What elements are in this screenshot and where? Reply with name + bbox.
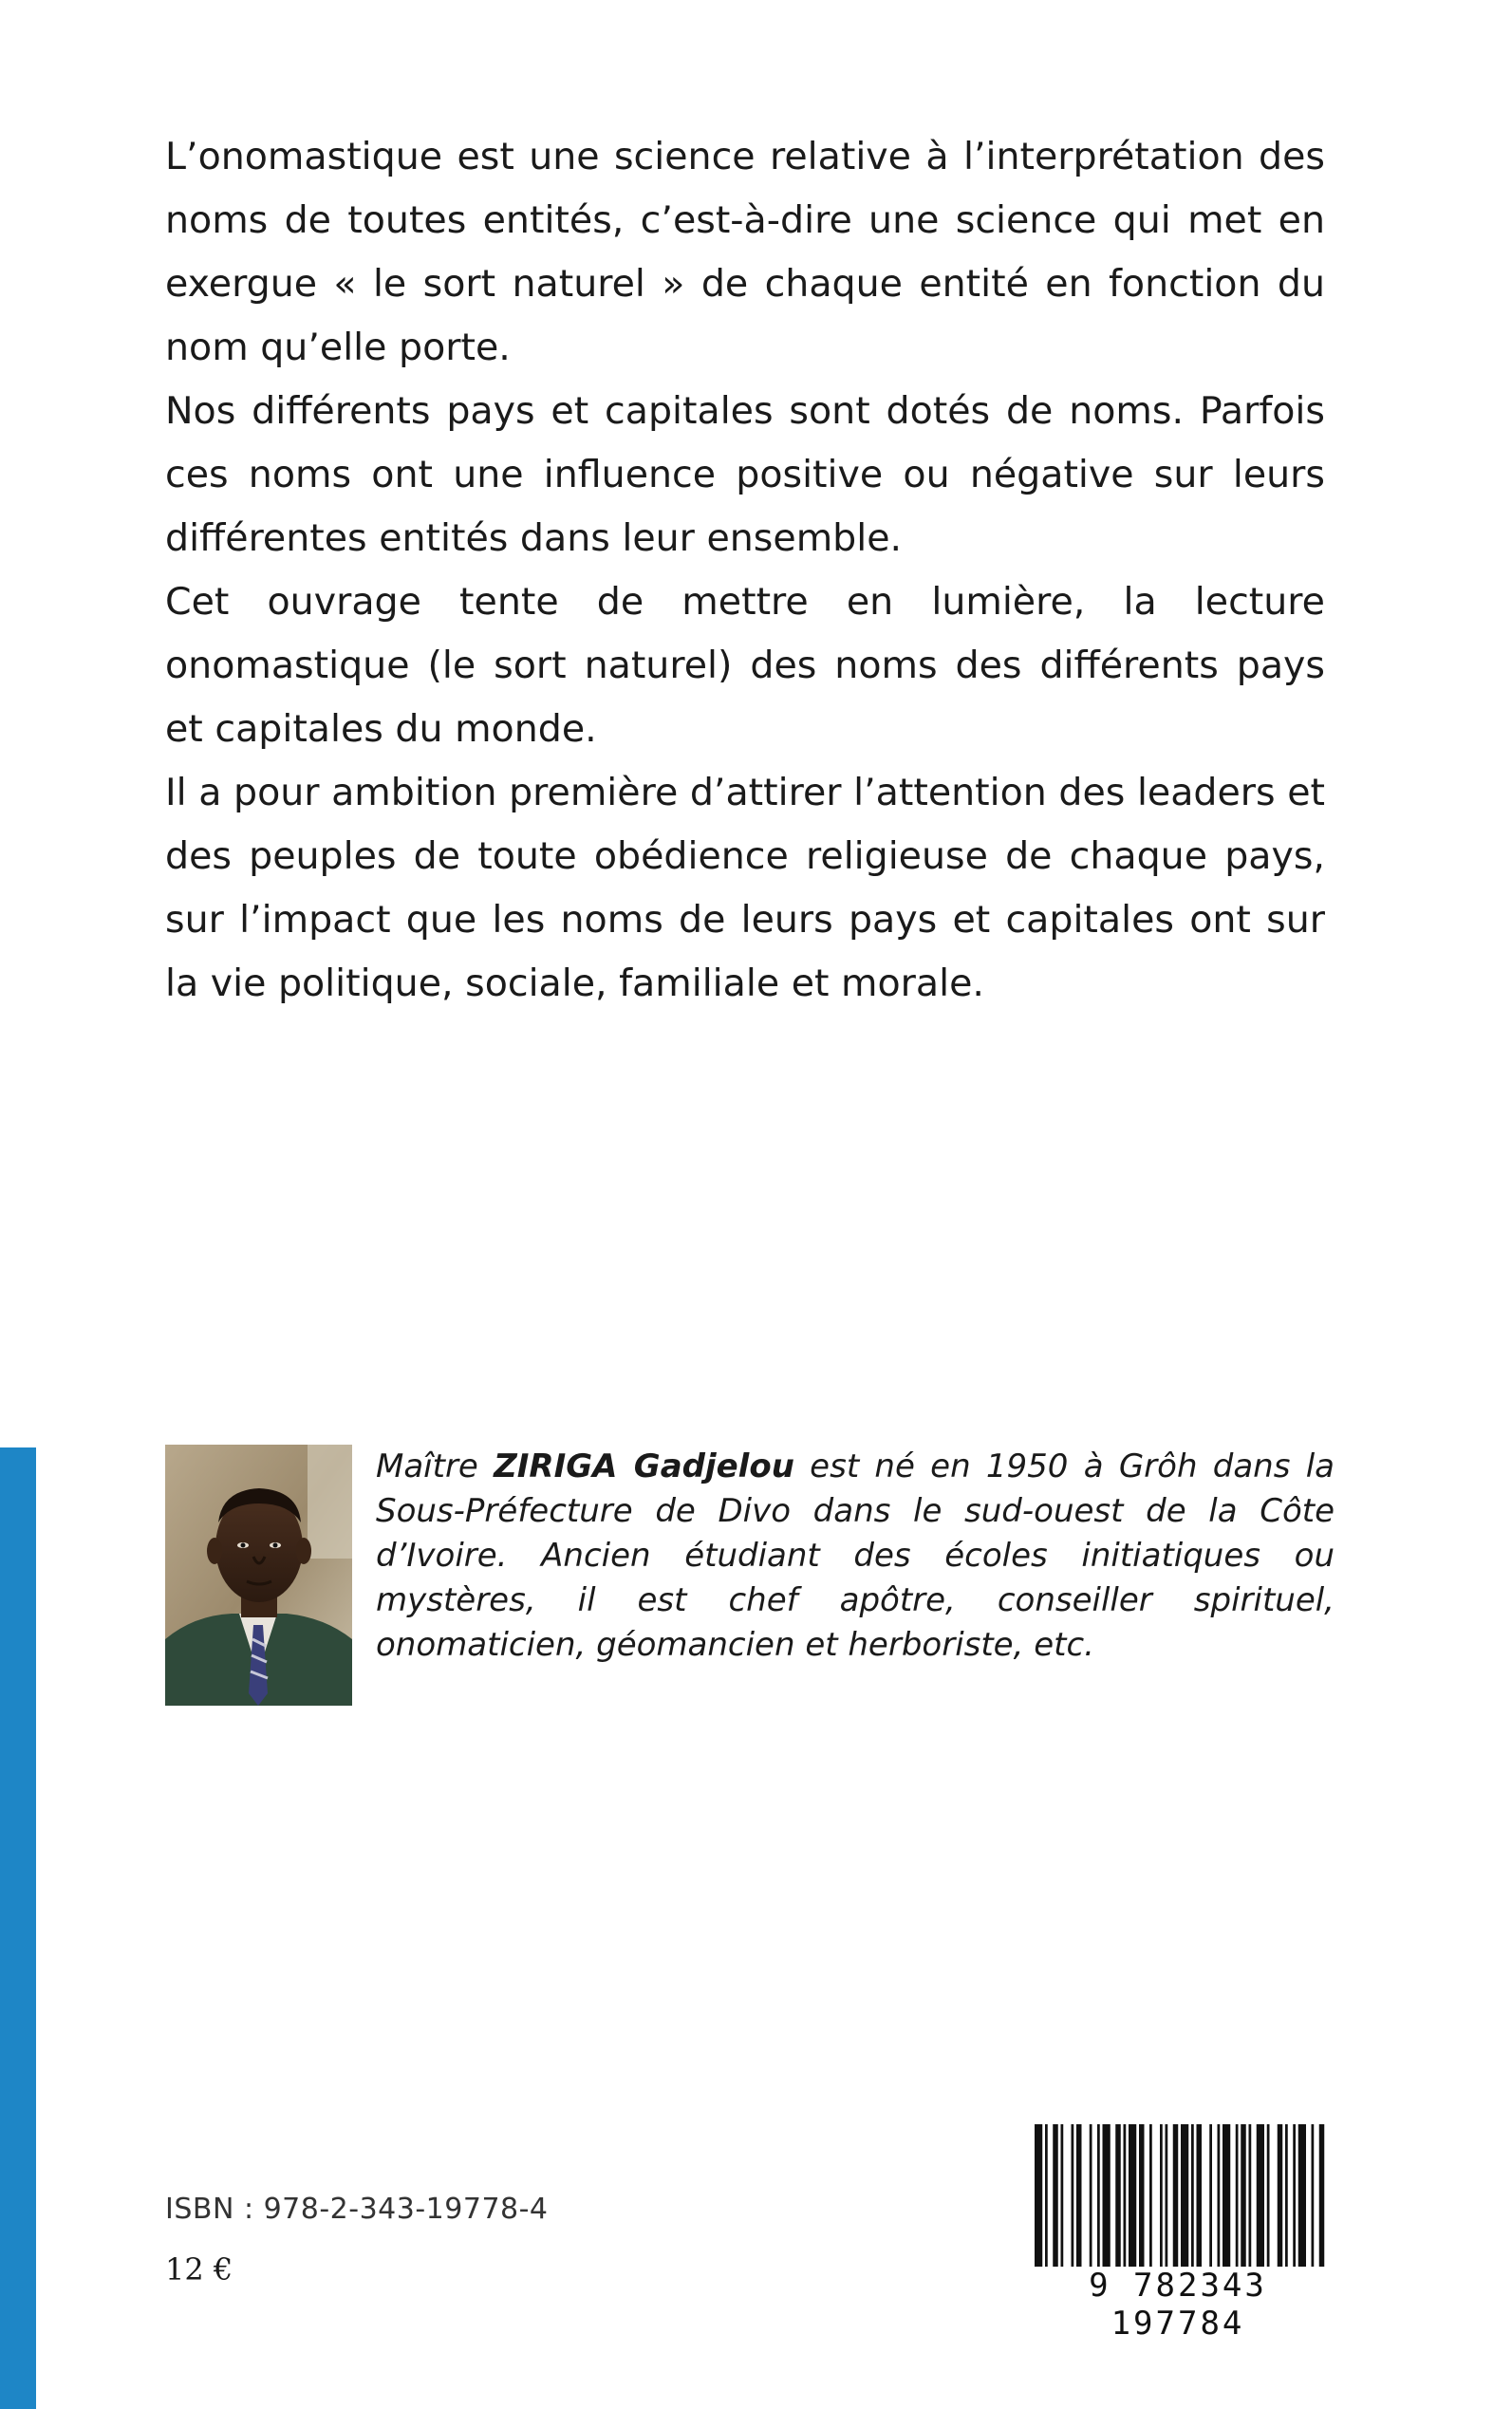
barcode-digits: 9 782343 197784 [1089, 2267, 1267, 2343]
barcode-bar [1124, 2124, 1127, 2267]
barcode-bar [1061, 2124, 1064, 2267]
barcode-bar [1181, 2124, 1188, 2267]
barcode-bar [1053, 2124, 1058, 2267]
barcode-bar [1129, 2124, 1136, 2267]
blurb-paragraph-3: Cet ouvrage tente de mettre en lumière, la lecture onomastique (le sort naturel) des noms des différents pays et capitales du monde. [165, 580, 1325, 751]
barcode-bar [1045, 2124, 1048, 2267]
barcode-bar [1209, 2124, 1212, 2267]
barcode-bar [1166, 2124, 1168, 2267]
barcode-bar [1319, 2124, 1325, 2267]
barcode-bar [1197, 2124, 1203, 2267]
author-section [165, 1445, 1342, 1710]
barcode-bar [1097, 2124, 1100, 2267]
author-bio [376, 1445, 1335, 1668]
barcode-bar [1191, 2124, 1194, 2267]
barcode-bar [1223, 2124, 1230, 2267]
barcode-bar [1293, 2124, 1296, 2267]
author-name: ZIRIGA Gadjelou [494, 1447, 794, 1485]
barcode-bar [1072, 2124, 1074, 2267]
author-prefix: Maître [376, 1447, 495, 1485]
barcode-bar [1278, 2124, 1283, 2267]
barcode-bar [1267, 2124, 1270, 2267]
back-cover-blurb [165, 125, 1325, 1016]
barcode-bar [1160, 2124, 1163, 2267]
barcode-bar [1241, 2124, 1246, 2267]
blue-spine-strip [0, 1447, 36, 2409]
barcode-bar [1149, 2124, 1152, 2267]
barcode-bar [1249, 2124, 1252, 2267]
barcode-bar [1090, 2124, 1092, 2267]
price-label: 12 € [165, 2251, 233, 2288]
blurb-paragraph-2: Nos différents pays et capitales sont dotés de noms. Parfois ces noms ont une influence positive ou négative sur leurs différentes entités dans leur ensemble. [165, 389, 1325, 560]
blurb-paragraph-4: Il a pour ambition première d’attirer l’attention des leaders et des peuples de toute obédience religieuse de chaque pays, sur l’impact que les noms de leurs pays et capitales ont sur la vie politique, sociale, familiale et morale. [165, 771, 1325, 1005]
barcode-bar [1236, 2124, 1239, 2267]
barcode-bar [1285, 2124, 1288, 2267]
barcode-bar [1257, 2124, 1264, 2267]
blurb-paragraph-1: L’onomastique est une science relative à l’interprétation des noms de toutes entités, c’est-à-dire une science qui met en exergue « le sort naturel » de chaque entité en fonction du nom qu’elle porte. [165, 135, 1325, 369]
barcode-bar [1139, 2124, 1145, 2267]
barcode-bar [1103, 2124, 1111, 2267]
barcode-bar [1218, 2124, 1221, 2267]
barcode-bar [1173, 2124, 1179, 2267]
barcode-bar [1035, 2124, 1042, 2267]
barcode-bar [1298, 2124, 1306, 2267]
author-photo [165, 1445, 352, 1706]
author-bio-text: est né en 1950 à Grôh dans la Sous-Préfecture de Divo dans le sud-ouest de la Côte d’Ivoire. Ancien étudiant des écoles initiatiques ou mystères, il est chef apôtre, conseiller spirituel, onomaticien, géomancien et herboriste, etc. [376, 1447, 1335, 1664]
barcode-bar [1312, 2124, 1315, 2267]
isbn-label: ISBN : 978-2-343-19778-4 [165, 2193, 549, 2226]
barcode-bar [1115, 2124, 1121, 2267]
barcode-bar [1076, 2124, 1082, 2267]
